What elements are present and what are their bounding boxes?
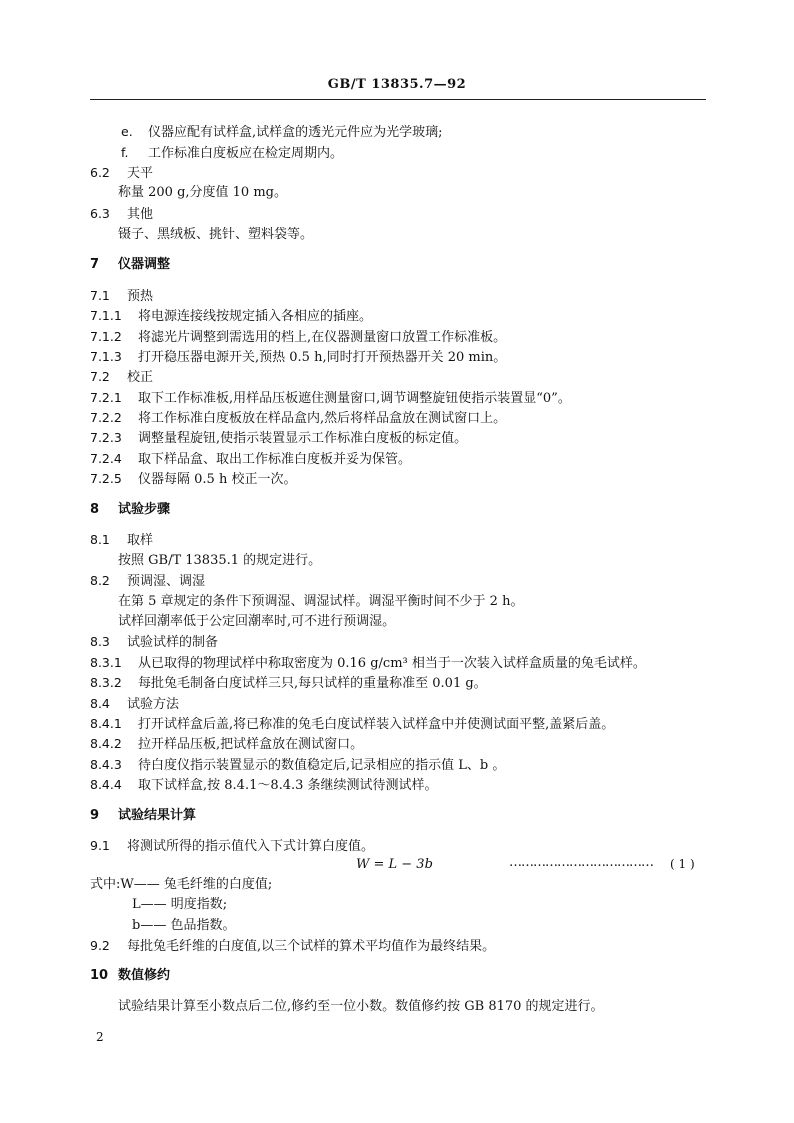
clause-7-1: 7.1 预热 xyxy=(90,288,154,304)
clause-9-2: 9.2 每批兔毛纤维的白度值,以三个试样的算术平均值作为最终结果。 xyxy=(90,938,496,954)
clause-8-3-1: 8.3.1 从已取得的物理试样中称取密度为 0.16 g/cm³ 相当于一次装入试样盒质量的兔毛试样。 xyxy=(90,655,646,671)
clause-7-2: 7.2 校正 xyxy=(90,369,154,385)
clause-7-2-1: 7.2.1 取下工作标准板,用样品压板遮住测量窗口,调节调整旋钮使指示装置显“0”。 xyxy=(90,390,571,406)
variable-definition: L—— 明度指数; xyxy=(132,897,228,912)
clause-8-4-4: 8.4.4 取下试样盒,按 8.4.1～8.4.3 条继续测试待测试样。 xyxy=(90,777,438,793)
clause-8-4-2: 8.4.2 拉开样品压板,把试样盒放在测试窗口。 xyxy=(90,736,364,752)
clause-8-1: 8.1 取样 xyxy=(90,532,154,548)
clause-6-2: 6.2 天平 xyxy=(90,165,154,181)
paragraph: 按照 GB/T 13835.1 的规定进行。 xyxy=(118,553,322,568)
clause-8-3: 8.3 试验试样的制备 xyxy=(90,634,219,650)
clause-7-1-2: 7.1.2 将滤光片调整到需选用的档上,在仪器测量窗口放置工作标准板。 xyxy=(90,329,507,345)
formula-leader-dots: ……………………………… xyxy=(509,855,653,870)
paragraph: 称量 200 g,分度值 10 mg。 xyxy=(118,185,287,200)
clause-7-2-4: 7.2.4 取下样品盒、取出工作标准白度板并妥为保管。 xyxy=(90,451,412,467)
paragraph: 镊子、黑绒板、挑针、塑料袋等。 xyxy=(118,227,314,242)
header-rule xyxy=(90,99,706,100)
clause-7-2-5: 7.2.5 仪器每隔 0.5 h 校正一次。 xyxy=(90,471,297,487)
variable-definition: 式中:W—— 兔毛纤维的白度值; xyxy=(90,877,273,892)
section-10-heading: 10 数值修约 xyxy=(90,968,171,983)
section-7-heading: 7 仪器调整 xyxy=(90,257,171,272)
formula: W = L − 3b xyxy=(356,857,433,872)
clause-7-1-1: 7.1.1 将电源连接线按规定插入各相应的插座。 xyxy=(90,308,373,324)
paragraph: 试验结果计算至小数点后二位,修约至一位小数。数值修约按 GB 8170 的规定进行。 xyxy=(118,999,604,1014)
list-item-e: e. 仪器应配有试样盒,试样盒的透光元件应为光学玻璃; xyxy=(121,124,443,140)
clause-8-4-1: 8.4.1 打开试样盒后盖,将已称准的兔毛白度试样装入试样盒中并使测试面平整,盖紧后盖。 xyxy=(90,716,615,732)
clause-6-3: 6.3 其他 xyxy=(90,206,154,222)
page-number: 2 xyxy=(96,1030,104,1044)
list-item-f: f. 工作标准白度板应在检定周期内。 xyxy=(121,145,344,161)
equation-number: ( 1 ) xyxy=(670,857,695,871)
clause-8-4-3: 8.4.3 待白度仪指示装置显示的数值稳定后,记录相应的指示值 L、b 。 xyxy=(90,757,506,773)
paragraph: 试样回潮率低于公定回潮率时,可不进行预调湿。 xyxy=(118,614,396,629)
clause-8-4: 8.4 试验方法 xyxy=(90,696,180,712)
clause-9-1: 9.1 将测试所得的指示值代入下式计算白度值。 xyxy=(90,838,375,854)
clause-7-2-2: 7.2.2 将工作标准白度板放在样品盒内,然后将样品盒放在测试窗口上。 xyxy=(90,410,507,426)
variable-definition: b—— 色品指数。 xyxy=(132,918,236,933)
clause-7-1-3: 7.1.3 打开稳压器电源开关,预热 0.5 h,同时打开预热器开关 20 min。 xyxy=(90,349,507,365)
paragraph: 在第 5 章规定的条件下预调湿、调湿试样。调湿平衡时间不少于 2 h。 xyxy=(118,594,524,609)
clause-7-2-3: 7.2.3 调整量程旋钮,使指示装置显示工作标准白度板的标定值。 xyxy=(90,430,468,446)
page-header: GB/T 13835.7—92 xyxy=(327,77,467,92)
clause-8-2: 8.2 预调湿、调湿 xyxy=(90,573,206,589)
section-8-heading: 8 试验步骤 xyxy=(90,502,171,517)
clause-8-3-2: 8.3.2 每批兔毛制备白度试样三只,每只试样的重量称准至 0.01 g。 xyxy=(90,675,487,691)
section-9-heading: 9 试验结果计算 xyxy=(90,808,197,823)
